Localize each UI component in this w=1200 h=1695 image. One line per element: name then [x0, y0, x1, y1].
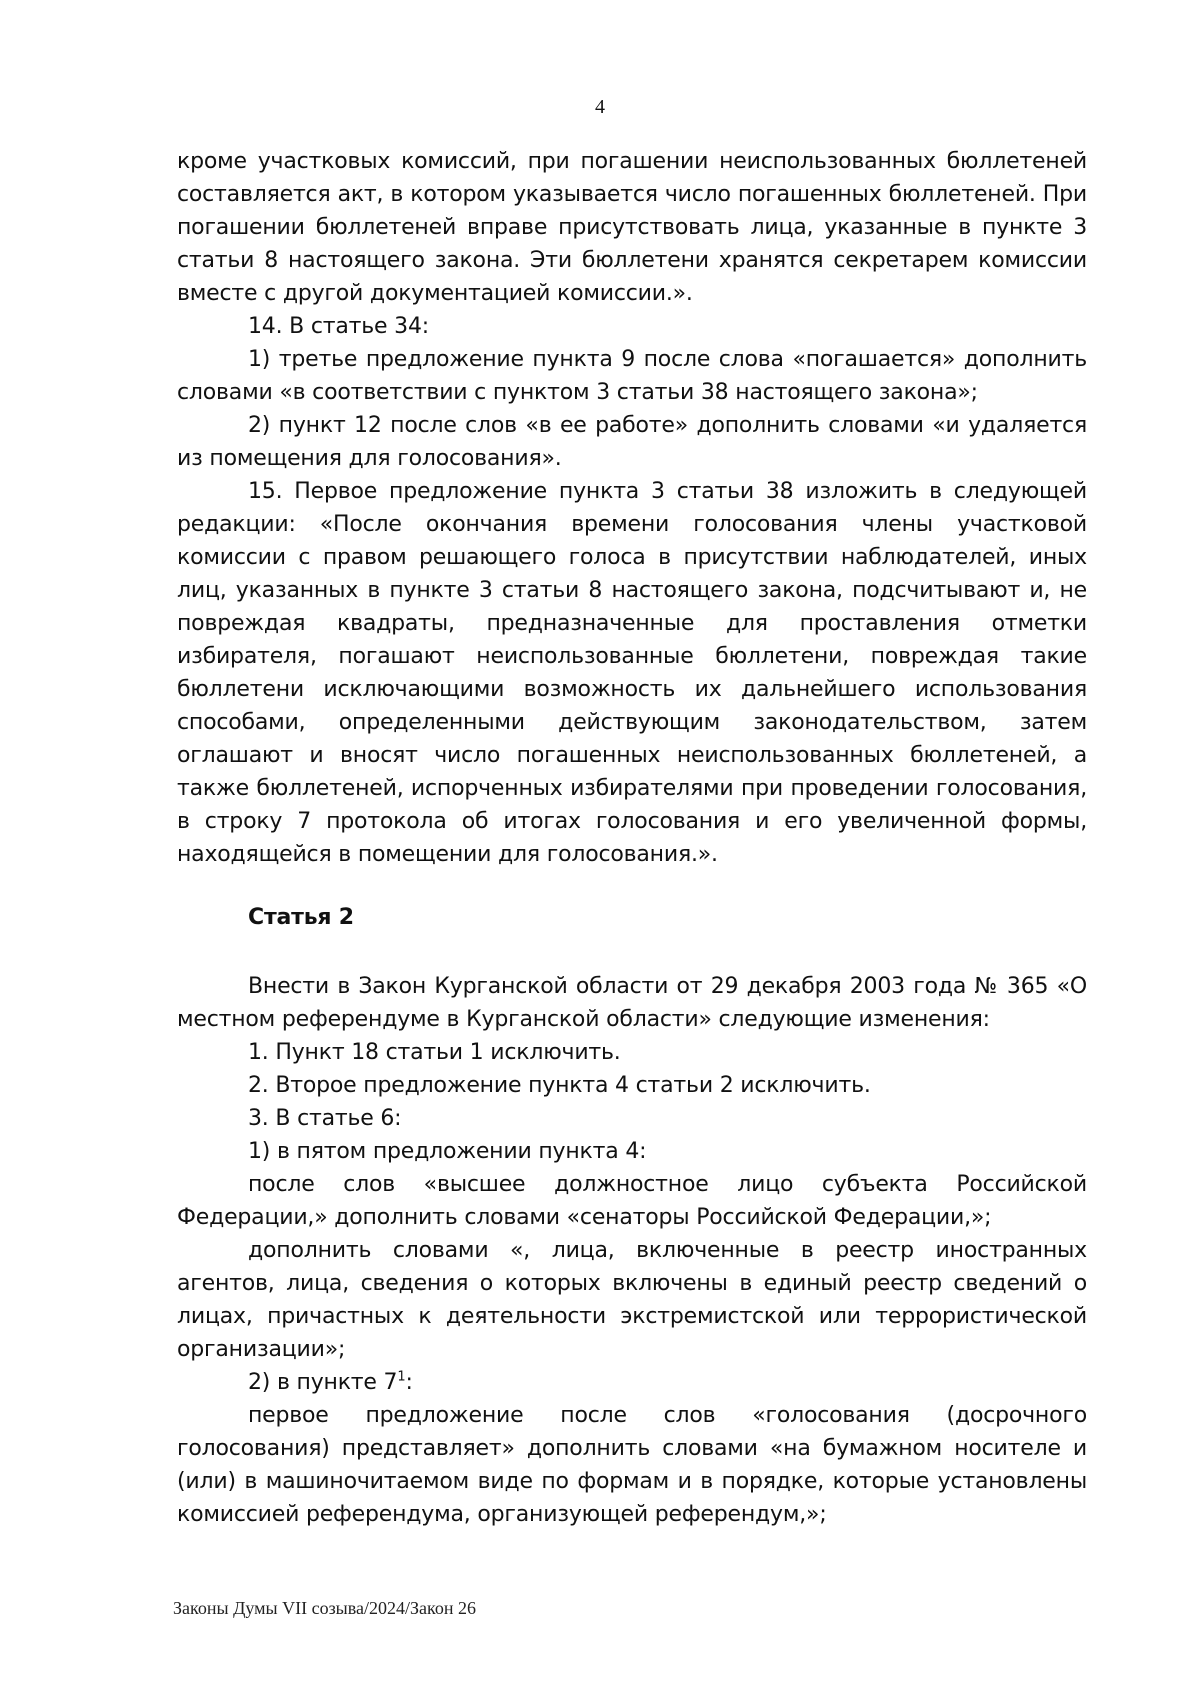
document-body: [177, 145, 1087, 1531]
paragraph-article2-item-3-2: [177, 1366, 1087, 1399]
item-7-1-superscript: 1: [397, 1369, 406, 1385]
article-heading: Статья 2: [248, 905, 354, 930]
paragraph-article2-item-2: 2. Второе предложение пункта 4 статьи 2 исключить.: [248, 1073, 871, 1098]
paragraph-item-14-1: 1) третье предложение пункта 9 после слова «погашается» дополнить словами «в соответствии с пунктом 3 статьи 38 настоящего закона»;: [177, 347, 1087, 405]
paragraph-article2-item-3: 3. В статье 6:: [248, 1106, 402, 1131]
paragraph-item-14-2: 2) пункт 12 после слов «в ее работе» дополнить словами «и удаляется из помещения для голосования».: [177, 413, 1087, 471]
paragraph-article2-intro: Внести в Закон Курганской области от 29 декабря 2003 года № 365 «О местном референдуме в Курганской области» следующие изменения:: [177, 974, 1087, 1032]
item-7-1-suffix: :: [405, 1370, 413, 1395]
paragraph-item-14: 14. В статье 34:: [248, 314, 429, 339]
paragraph-article2-senators: после слов «высшее должностное лицо субъекта Российской Федерации,» дополнить словами «сенаторы Российской Федерации,»;: [177, 1172, 1087, 1230]
paragraph-article2-foreign-agents: дополнить словами «, лица, включенные в реестр иностранных агентов, лица, сведения о которых включены в единый реестр сведений о лицах, причастных к деятельности экстремистской или террористической организации»;: [177, 1238, 1087, 1362]
document-footer: Законы Думы VII созыва/2024/Закон 26: [173, 1598, 476, 1618]
paragraph-continuation: кроме участковых комиссий, при погашении неиспользованных бюллетеней составляется акт, в котором указывается число погашенных бюллетеней. При погашении бюллетеней вправе присутствовать лица, указанные в пункте 3 статьи 8 настоящего закона. Эти бюллетени хранятся секретарем комиссии вместе с другой документацией комиссии.».: [177, 149, 1087, 306]
paragraph-article2-item-1: 1. Пункт 18 статьи 1 исключить.: [248, 1040, 621, 1065]
paragraph-item-15: 15. Первое предложение пункта 3 статьи 38 изложить в следующей редакции: «После окончания времени голосования члены участковой комиссии с правом решающего голоса в присутствии наблюдателей, иных лиц, указанных в пункте 3 статьи 8 настоящего закона, подсчитывают и, не повреждая квадраты, предназначенные для проставления отметки избирателя, погашают неиспользованные бюллетени, повреждая такие бюллетени исключающими возможность их дальнейшего использования способами, определенными действующим законодательством, затем оглашают и вносят число погашенных неиспользованных бюллетеней, а также бюллетеней, испорченных избирателями при проведении голосования, в строку 7 протокола об итогах голосования и его увеличенной формы, находящейся в помещении для голосования.».: [177, 479, 1087, 867]
page-number: 4: [595, 96, 605, 118]
paragraph-article2-item-3-1: 1) в пятом предложении пункта 4:: [248, 1139, 647, 1164]
item-7-1-prefix: 2) в пункте 7: [248, 1370, 398, 1395]
paragraph-article2-first-sentence: первое предложение после слов «голосования (досрочного голосования) представляет» дополнить словами «на бумажном носителе и (или) в машиночитаемом виде по формам и в порядке, которые установлены комиссией референдума, организующей референдум,»;: [177, 1403, 1087, 1527]
